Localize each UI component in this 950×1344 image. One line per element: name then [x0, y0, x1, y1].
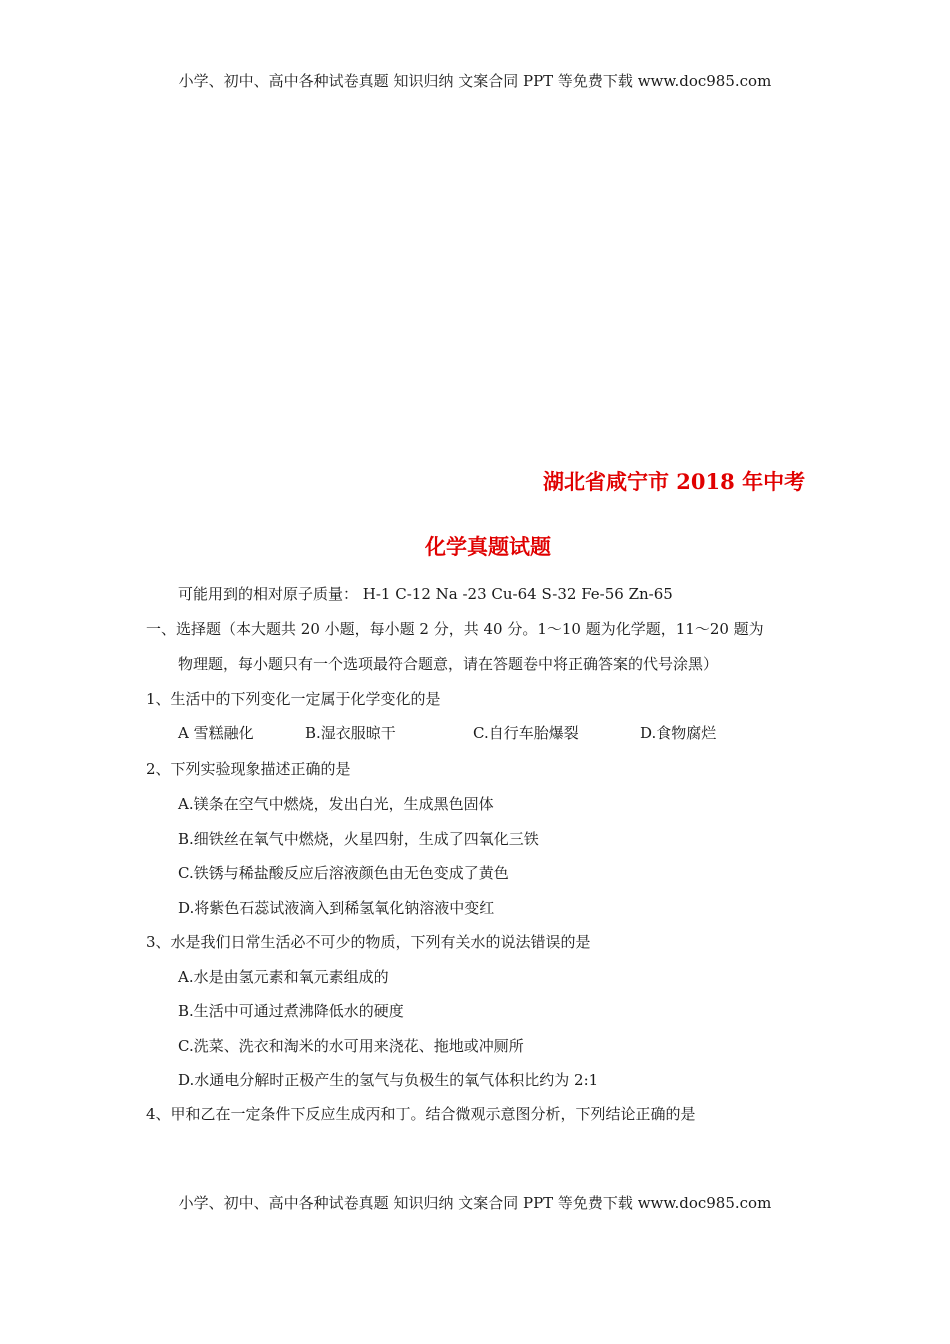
question-2-stem: 2、下列实验现象描述正确的是: [146, 760, 351, 778]
question-2-option-c: C.铁锈与稀盐酸反应后溶液颜色由无色变成了黄色: [178, 864, 509, 882]
question-3-stem: 3、水是我们日常生活必不可少的物质，下列有关水的说法错误的是: [146, 933, 591, 951]
question-2-option-d: D.将紫色石蕊试液滴入到稀氢氧化钠溶液中变红: [178, 899, 495, 917]
question-1-option-b: B.湿衣服晾干: [305, 724, 396, 742]
question-3-option-a: A.水是由氢元素和氧元素组成的: [178, 968, 389, 986]
question-1-option-c: C.自行车胎爆裂: [473, 724, 579, 742]
section-heading: 一、选择题（本大题共 20 小题，每小题 2 分，共 40 分。1～10 题为化学题，11～20 题为: [146, 620, 764, 638]
page-header: 小学、初中、高中各种试卷真题 知识归纳 文案合同 PPT 等免费下载 www.doc985.com: [178, 72, 772, 90]
question-2-option-b: B.细铁丝在氧气中燃烧，火星四射，生成了四氧化三铁: [178, 830, 539, 848]
section-heading-cont: 物理题，每小题只有一个选项最符合题意，请在答题卷中将正确答案的代号涂黑）: [178, 655, 719, 673]
atomic-mass-line: 可能用到的相对原子质量： H-1 C-12 Na -23 Cu-64 S-32 Fe-56 Zn-65: [178, 585, 673, 603]
question-1-stem: 1、生活中的下列变化一定属于化学变化的是: [146, 690, 441, 708]
question-1-option-d: D.食物腐烂: [640, 724, 717, 742]
title-line-2: 化学真题试题: [425, 534, 551, 559]
question-3-option-d: D.水通电分解时正极产生的氢气与负极生的氧气体积比约为 2:1: [178, 1071, 599, 1089]
question-3-option-b: B.生活中可通过煮沸降低水的硬度: [178, 1002, 404, 1020]
question-4-stem: 4、甲和乙在一定条件下反应生成丙和丁。结合微观示意图分析，下列结论正确的是: [146, 1105, 696, 1123]
question-3-option-c: C.洗菜、洗衣和淘米的水可用来浇花、拖地或冲厕所: [178, 1037, 524, 1055]
title-line-1: 湖北省咸宁市 2018 年中考: [543, 469, 806, 494]
question-2-option-a: A.镁条在空气中燃烧，发出白光，生成黑色固体: [178, 795, 494, 813]
question-1-option-a: A 雪糕融化: [178, 724, 254, 742]
page-footer: 小学、初中、高中各种试卷真题 知识归纳 文案合同 PPT 等免费下载 www.doc985.com: [178, 1194, 772, 1212]
